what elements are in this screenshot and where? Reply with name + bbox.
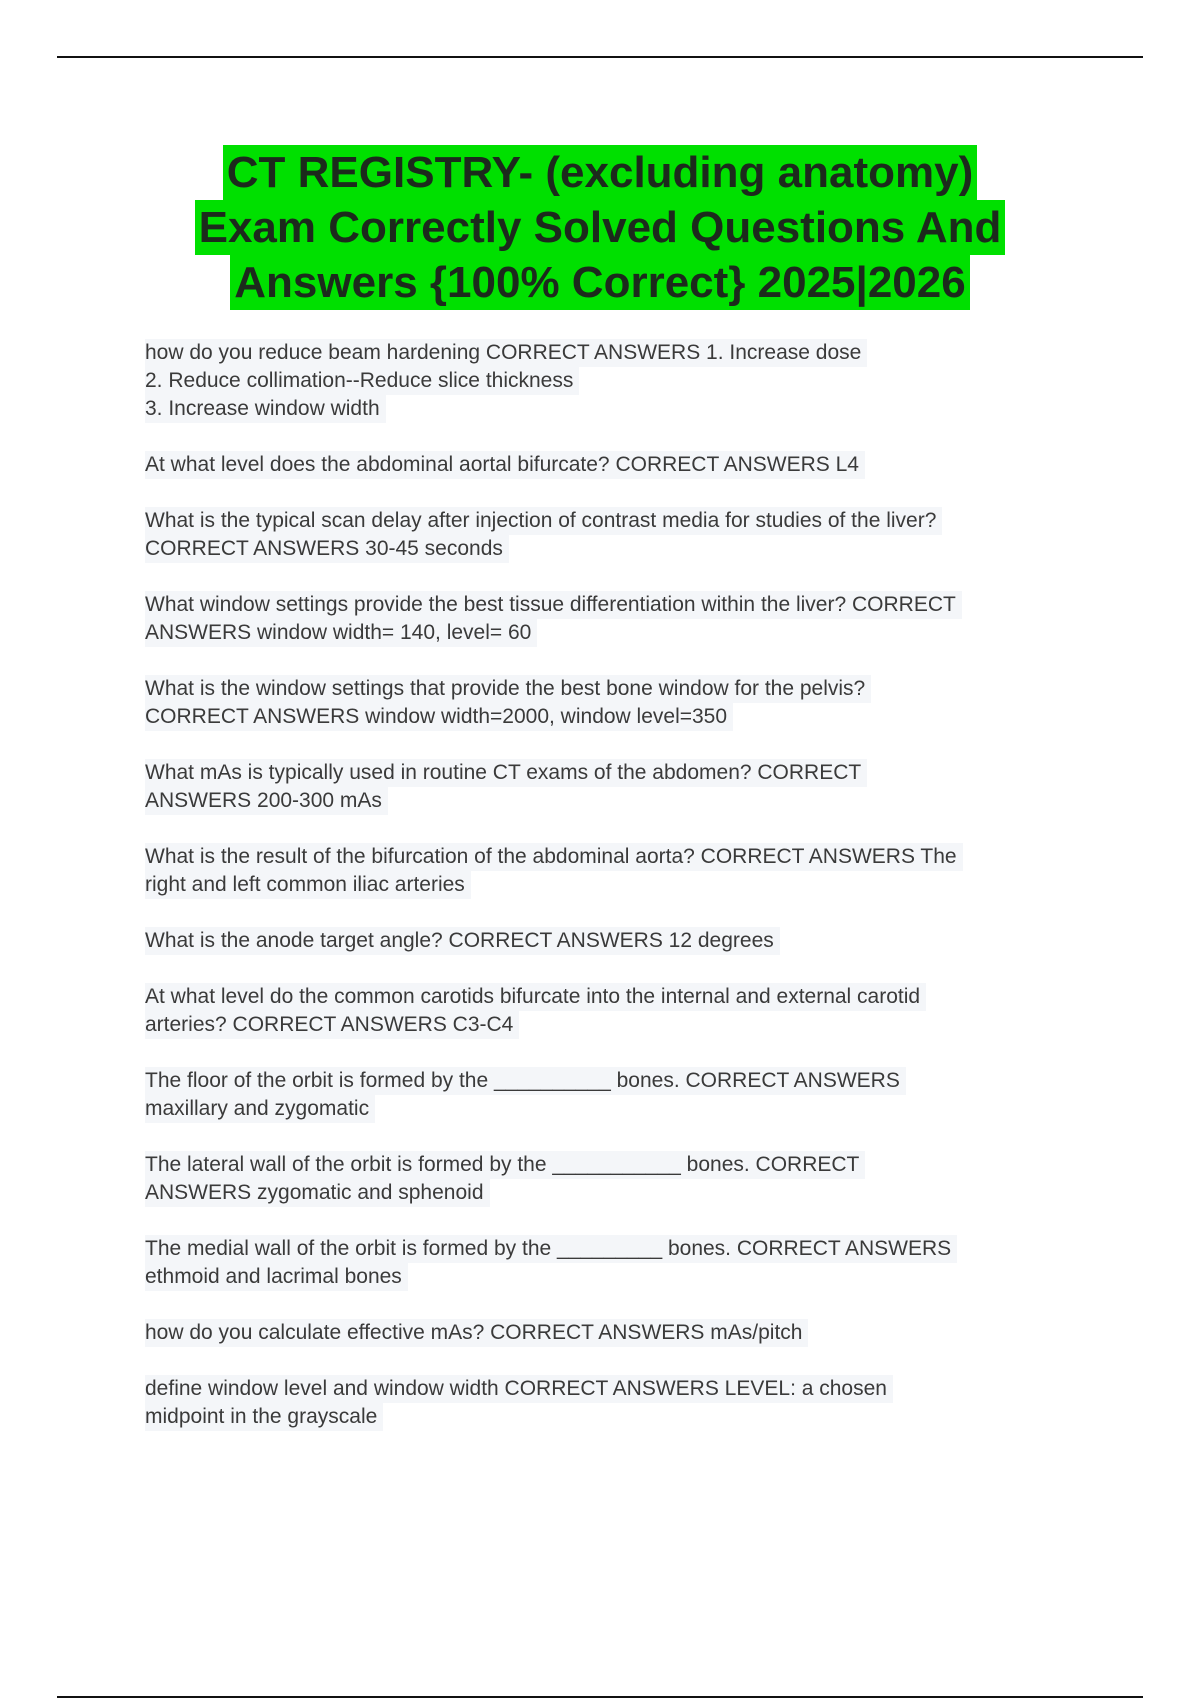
qa-line: What is the result of the bifurcation of the abdominal aorta? CORRECT ANSWERS The <box>145 843 963 871</box>
qa-item <box>145 983 1095 1039</box>
qa-list <box>145 339 1095 1459</box>
qa-item <box>145 1235 1095 1291</box>
top-rule <box>57 56 1143 58</box>
qa-line: ANSWERS window width= 140, level= 60 <box>145 619 537 647</box>
title-line: Answers {100% Correct} 2025|2026 <box>230 255 969 310</box>
qa-item <box>145 1319 1095 1347</box>
qa-item <box>145 339 1095 423</box>
qa-line: ANSWERS zygomatic and sphenoid <box>145 1179 490 1207</box>
qa-line: The medial wall of the orbit is formed by the _________ bones. CORRECT ANSWERS <box>145 1235 957 1263</box>
qa-line: arteries? CORRECT ANSWERS C3-C4 <box>145 1011 519 1039</box>
qa-item <box>145 927 1095 955</box>
qa-line: how do you calculate effective mAs? CORRECT ANSWERS mAs/pitch <box>145 1319 808 1347</box>
qa-line: 3. Increase window width <box>145 395 386 423</box>
qa-item <box>145 759 1095 815</box>
qa-line: CORRECT ANSWERS window width=2000, window level=350 <box>145 703 733 731</box>
qa-item <box>145 843 1095 899</box>
document-title <box>100 145 1100 310</box>
bottom-rule <box>57 1696 1143 1698</box>
qa-item <box>145 1375 1095 1431</box>
qa-line: ANSWERS 200-300 mAs <box>145 787 388 815</box>
title-line: CT REGISTRY- (excluding anatomy) <box>223 145 977 200</box>
qa-line: 2. Reduce collimation--Reduce slice thickness <box>145 367 579 395</box>
qa-line: The lateral wall of the orbit is formed by the ___________ bones. CORRECT <box>145 1151 865 1179</box>
qa-line: how do you reduce beam hardening CORRECT ANSWERS 1. Increase dose <box>145 339 867 367</box>
qa-line: right and left common iliac arteries <box>145 871 471 899</box>
qa-item <box>145 1067 1095 1123</box>
qa-item <box>145 451 1095 479</box>
qa-item <box>145 675 1095 731</box>
qa-line: define window level and window width CORRECT ANSWERS LEVEL: a chosen <box>145 1375 893 1403</box>
qa-item <box>145 591 1095 647</box>
qa-line: What mAs is typically used in routine CT exams of the abdomen? CORRECT <box>145 759 867 787</box>
qa-line: maxillary and zygomatic <box>145 1095 375 1123</box>
title-line: Exam Correctly Solved Questions And <box>195 200 1006 255</box>
qa-line: The floor of the orbit is formed by the __________ bones. CORRECT ANSWERS <box>145 1067 906 1095</box>
qa-line: ethmoid and lacrimal bones <box>145 1263 408 1291</box>
qa-line: At what level do the common carotids bifurcate into the internal and external carotid <box>145 983 926 1011</box>
qa-line: What is the typical scan delay after injection of contrast media for studies of the liver? <box>145 507 942 535</box>
qa-line: What window settings provide the best tissue differentiation within the liver? CORRECT <box>145 591 962 619</box>
qa-line: What is the anode target angle? CORRECT ANSWERS 12 degrees <box>145 927 780 955</box>
qa-line: midpoint in the grayscale <box>145 1403 383 1431</box>
qa-item <box>145 1151 1095 1207</box>
qa-item <box>145 507 1095 563</box>
qa-line: CORRECT ANSWERS 30-45 seconds <box>145 535 509 563</box>
qa-line: At what level does the abdominal aortal bifurcate? CORRECT ANSWERS L4 <box>145 451 865 479</box>
qa-line: What is the window settings that provide the best bone window for the pelvis? <box>145 675 871 703</box>
